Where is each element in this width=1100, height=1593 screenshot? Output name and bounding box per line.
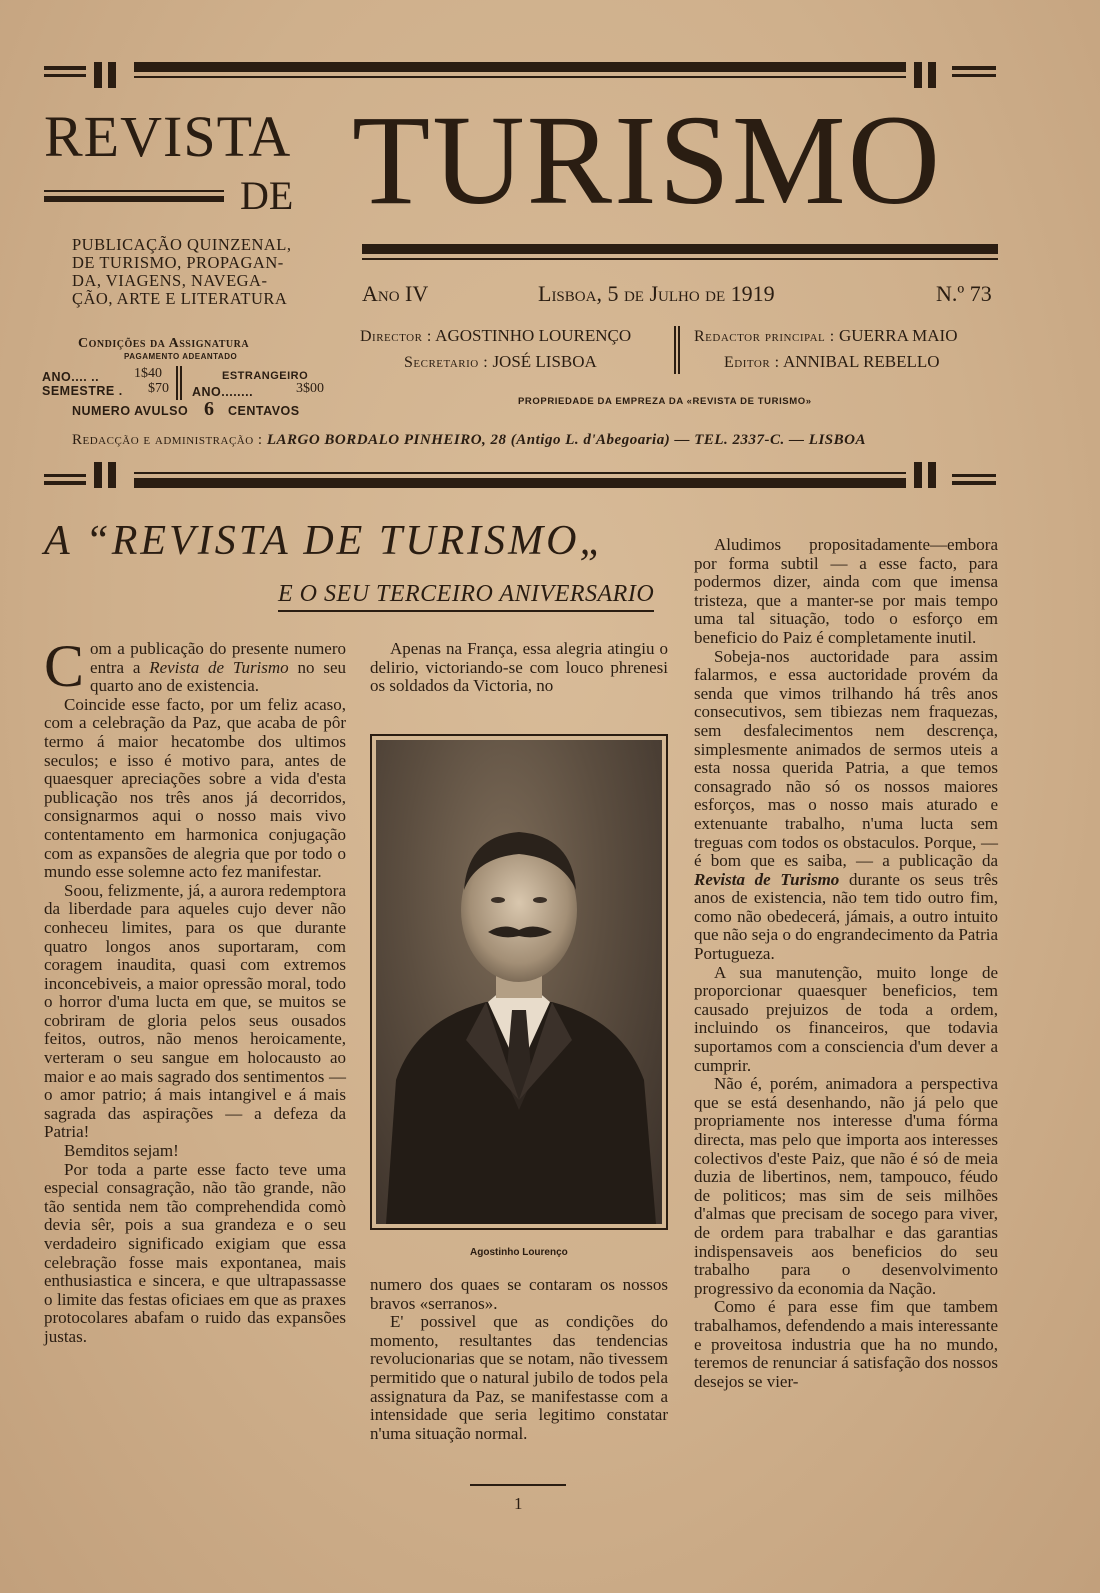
lower-rule-left-block [94,462,102,488]
subscription-title: Condições da Assignatura [78,336,250,351]
description-line: ÇÃO, ARTE E LITERATURA [72,289,288,308]
director-name: AGOSTINHO LOURENÇO [435,326,632,345]
secretario-role: Secretario : [404,354,489,371]
description-line: DE TURISMO, PROPAGAN- [72,253,284,272]
staff-divider-2 [678,326,680,374]
portrait-caption: Agostinho Lourenço [470,1247,568,1258]
masthead-de-rule [44,196,224,202]
subscription-estrangeiro-ano-label: ANO........ [192,385,254,399]
top-rule-right-block [914,62,922,88]
paragraph: Apenas na França, essa alegria atingiu o delirio, victoriando-se com louco phrenesi os soldados da Victoria, no [370,639,668,696]
lower-rule-right-block-2 [928,462,936,488]
address-value: LARGO BORDALO PINHEIRO, 28 (Antigo L. d'Abegoaria) — TEL. 2337-C. — LISBOA [266,432,866,448]
subscription-avulso-label: NUMERO AVULSO [72,404,189,418]
top-rule-left-block-2 [108,62,116,88]
top-rule-left-short [44,66,86,70]
portrait-illustration [376,740,662,1224]
paragraph: Não é, porém, animadora a perspectiva que se está desenhando, não já pelo que propriamente nos interesse d'uma fórma directa, mas pelo que importa aos interesses colectivos d'este Paiz, que não é só de meia duzia de libertinos, nem, tampouco, féudo de politicos; mas sim de seis milhões d'almas que precisam de socego para viver, de ordem para trabalhar e das garantias indispensaveis aos beneficios do seu trabalho para o desenvolvimento progressivo da economia da Nação. [694,1074,998,1298]
portrait-frame [370,734,668,1230]
top-rule-right-short-2 [952,74,996,77]
subscription-semestre-label: SEMESTRE . [42,384,123,398]
paragraph: Bemditos sejam! [64,1141,179,1161]
paragraph-text: Sobeja-nos auctoridade para assim falarmos, e essa auctoridade provém da senda que vimos trilhando há três anos consecutivos, sem tibiezas nem fraquezas, sem desfalecimentos nem descrença, simplesmente animados de sermos uteis a esta nossa querida Patria, a que temos consagrado não só os nossos maiores esforços, mas o nosso mais aturado e extenuante trabalho, n'uma lucta sem treguas com todos os obstaculos. Porque, — é bom que es saiba, — a publicação da [694,646,998,871]
paragraph-text: durante os seus três anos de existencia, não tem tido outro fim, como não obedecerá, jámais, a outro intuito que não seja o do engrandecimento da Patria Portugueza. [694,869,998,964]
subscription-avulso-value: 6 [204,398,214,420]
staff-redactor [694,326,958,346]
masthead-underline-thin [362,258,998,260]
page-number: 1 [514,1494,523,1513]
lower-rule-left-short [44,474,86,477]
subscription-semestre-value: $70 [148,381,169,396]
paragraph: numero dos quaes se contaram os nossos bravos «serranos». [370,1275,668,1313]
description-line: PUBLICAÇÃO QUINZENAL, [72,235,292,254]
redactor-name: GUERRA MAIO [838,326,958,345]
subscription-avulso-unit: CENTAVOS [228,404,300,418]
subscription-ano-label: ANO.... .. [42,370,100,384]
lower-rule-right-short-2 [952,481,996,485]
subscription-estrangeiro-ano-value: 3$00 [296,381,324,396]
staff-director [360,326,631,346]
paragraph: Por toda a parte esse facto teve uma especial consagração, não tão grande, não tão sentida nem tão comprehendida comò devia sêr, pois a sua grandeza e o seu verdadeiro significado exigiam que essa celebração fosse mais expontanea, mais enthusiastica e sincera, e que ultrapassasse o limite das festas oficiaes em que as praxes protocolares abafam o ruido das expansões justas. [44,1159,346,1346]
subscription-ano-value: 1$40 [134,366,162,381]
lower-rule-main-thin [134,472,906,474]
masthead-de-rule-thin [44,190,224,192]
top-rule-left-short-2 [44,74,86,77]
secretario-name: JOSÉ LISBOA [492,352,597,371]
article-title: A “REVISTA DE TURISMO„ [44,518,606,564]
top-rule-right-block-2 [928,62,936,88]
editor-role: Editor : [724,354,780,371]
issue-number: N.º 73 [936,281,992,306]
article-column-2-continued [370,1276,668,1443]
editor-name: ANNIBAL REBELLO [782,352,940,371]
masthead-de: DE [240,173,294,218]
staff-editor [724,352,940,372]
magazine-name: Revista de Turismo [149,657,289,677]
drop-cap: C [44,633,85,699]
subscription-estrangeiro-label: ESTRANGEIRO [222,370,309,382]
paragraph-text: no seu quarto ano de existencia. [90,657,346,696]
masthead-revista: REVISTA [44,104,292,169]
publication-description [72,236,296,308]
article-column-3 [694,536,998,1391]
article-column-2 [370,640,668,696]
lower-rule-left-block-2 [108,462,116,488]
director-role: Director : [360,328,432,345]
address-line [72,432,866,449]
paragraph [694,648,998,964]
redactor-role: Redactor principal : [694,328,835,345]
article-column-1 [44,633,346,1347]
top-rule-main [134,62,906,72]
issue-date: Lisboa, 5 de Julho de 1919 [538,281,775,306]
magazine-name: Revista de Turismo [694,869,840,889]
subscription-divider [176,366,178,400]
paragraph: A sua manutenção, muito longe de proporcionar quaesquer beneficios, tem causado prejuizos de toda a ordem, incluindo os financeiros, que todavia suportamos com a consciencia d'um dever a cumprir. [694,962,998,1075]
lower-rule-left-short-2 [44,481,86,485]
paragraph: Como é para esse fim que tambem trabalhamos, defendendo a mais interessante e proveitosa industria que ha no mundo, teremos de renunciar á satisfação dos nossos desejos se vier- [694,1297,998,1391]
address-label: Redacção e administração : [72,432,263,448]
staff-secretario [404,352,597,372]
lower-rule-right-short [952,474,996,477]
paragraph [44,633,346,699]
top-rule-right-short [952,66,996,70]
issue-year: Ano IV [362,281,429,306]
staff-divider [674,326,676,374]
masthead-turismo: TURISMO [352,89,943,231]
article-subtitle: E O SEU TERCEIRO ANIVERSARIO [278,582,654,612]
paragraph-text: om a publicação do presente numero entra a [90,639,346,677]
top-rule-main-thin [134,76,906,78]
masthead-underline [362,244,998,254]
lower-rule-main [134,478,906,488]
subscription-divider-2 [180,366,182,400]
top-rule-left-block [94,62,102,88]
description-line: DA, VIAGENS, NAVEGA- [72,271,268,290]
property-line: PROPRIEDADE DA EMPREZA DA «REVISTA DE TURISMO» [518,396,812,407]
paragraph: E' possivel que as condições do momento, resultantes das tendencias revolucionarias que se notam, não tivessem permitido que o natural jubilo de todos pela assignatura da Paz, se manifestasse com a intensidade que seria legitimo constatar n'uma situação normal. [370,1312,668,1443]
portrait-photo [376,740,662,1224]
subscription-subtitle: PAGAMENTO ADEANTADO [124,352,238,361]
lower-rule-right-block [914,462,922,488]
paragraph: Soou, felizmente, já, a aurora redemptora da liberdade para aqueles cujo dever não conheceu limites, para os que durante quatro longos anos suportaram, com coragem inaudita, quasi com extremos inconcebiveis, a maior opressão moral, todo o horror d'uma lucta em que, se muitos se cobriram de gloria pelos seus ousados feitos, outros, não menos heroicamente, verteram o seu sangue em holocausto ao maior e ao mais sagrado dos sentimentos — o amor patrio; á mais intangivel e á mais sagrada das aspirações — a defeza da Patria! [44,880,346,1142]
paragraph: Aludimos propositadamente—embora por forma subtil — a esse facto, para podermos dizer, ainda com que imensa tristeza, que a manter-se por mais tempo uma tal situação, todo o esforço em beneficio do Paiz é completamente inutil. [694,535,998,647]
footer-rule [470,1484,566,1486]
paragraph: Coincide esse facto, por um feliz acaso, com a celebração da Paz, que acaba de pôr termo á maior hecatombe dos ultimos seculos; e isso é motivo para, antes de quaesquer apreciações sobre a vida d'esta publicação nos três anos já decorridos, consignarmos aqui o nosso mais vivo contentamento em harmonica conjugação com as expansões de alegria que por todo o mundo esse solemne acto fez manifestar. [44,694,346,882]
